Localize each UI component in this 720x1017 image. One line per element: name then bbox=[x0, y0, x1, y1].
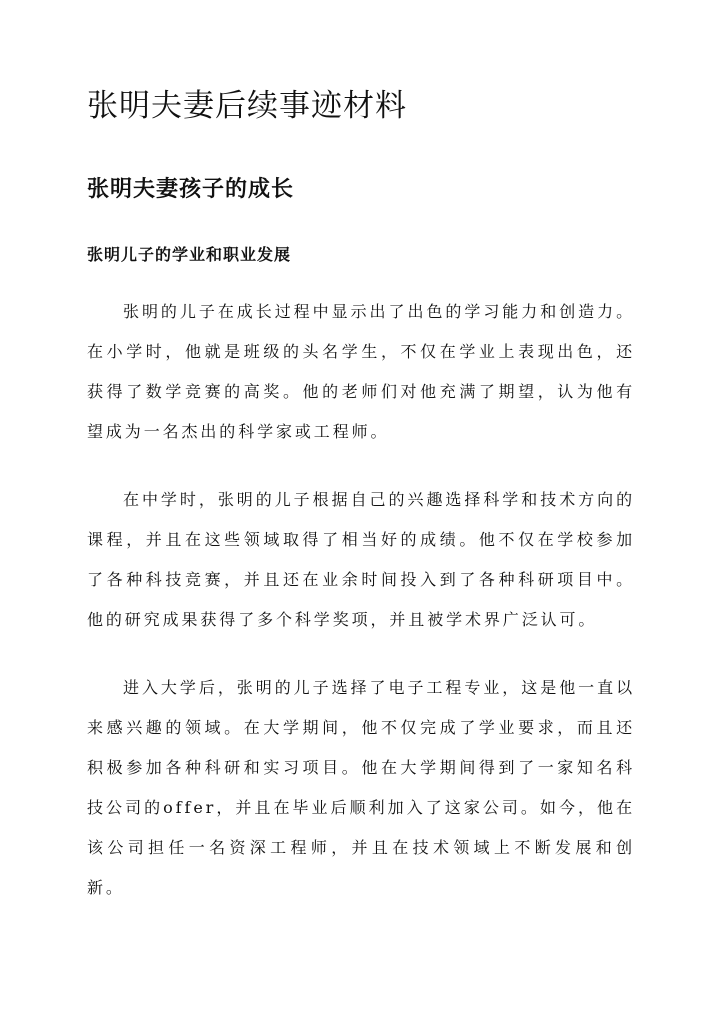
document-title: 张明夫妻后续事迹材料 bbox=[87, 88, 407, 124]
subsection-heading: 张明儿子的学业和职业发展 bbox=[87, 245, 292, 264]
paragraph-university-career: 进入大学后，张明的儿子选择了电子工程专业，这是他一直以来感兴趣的领域。在大学期间，他不仅完成了学业要求，而且还积极参加各种科研和实习项目。他在大学期间得到了一家知名科技公司的offer，并且在毕业后顺利加入了这家公司。如今，他在该公司担任一名资深工程师，并且在技术领域上不断发展和创新。 bbox=[87, 678, 635, 897]
paragraph-primary-school: 张明的儿子在成长过程中显示出了出色的学习能力和创造力。在小学时，他就是班级的头名学生，不仅在学业上表现出色，还获得了数学竞赛的高奖。他的老师们对他充满了期望，认为他有望成为一名杰出的科学家或工程师。 bbox=[87, 302, 635, 441]
paragraph-middle-school: 在中学时，张明的儿子根据自己的兴趣选择科学和技术方向的课程，并且在这些领域取得了相当好的成绩。他不仅在学校参加了各种科技竞赛，并且还在业余时间投入到了各种科研项目中。他的研究成果获得了多个科学奖项，并且被学术界广泛认可。 bbox=[87, 490, 635, 629]
section-heading: 张明夫妻孩子的成长 bbox=[87, 176, 295, 202]
